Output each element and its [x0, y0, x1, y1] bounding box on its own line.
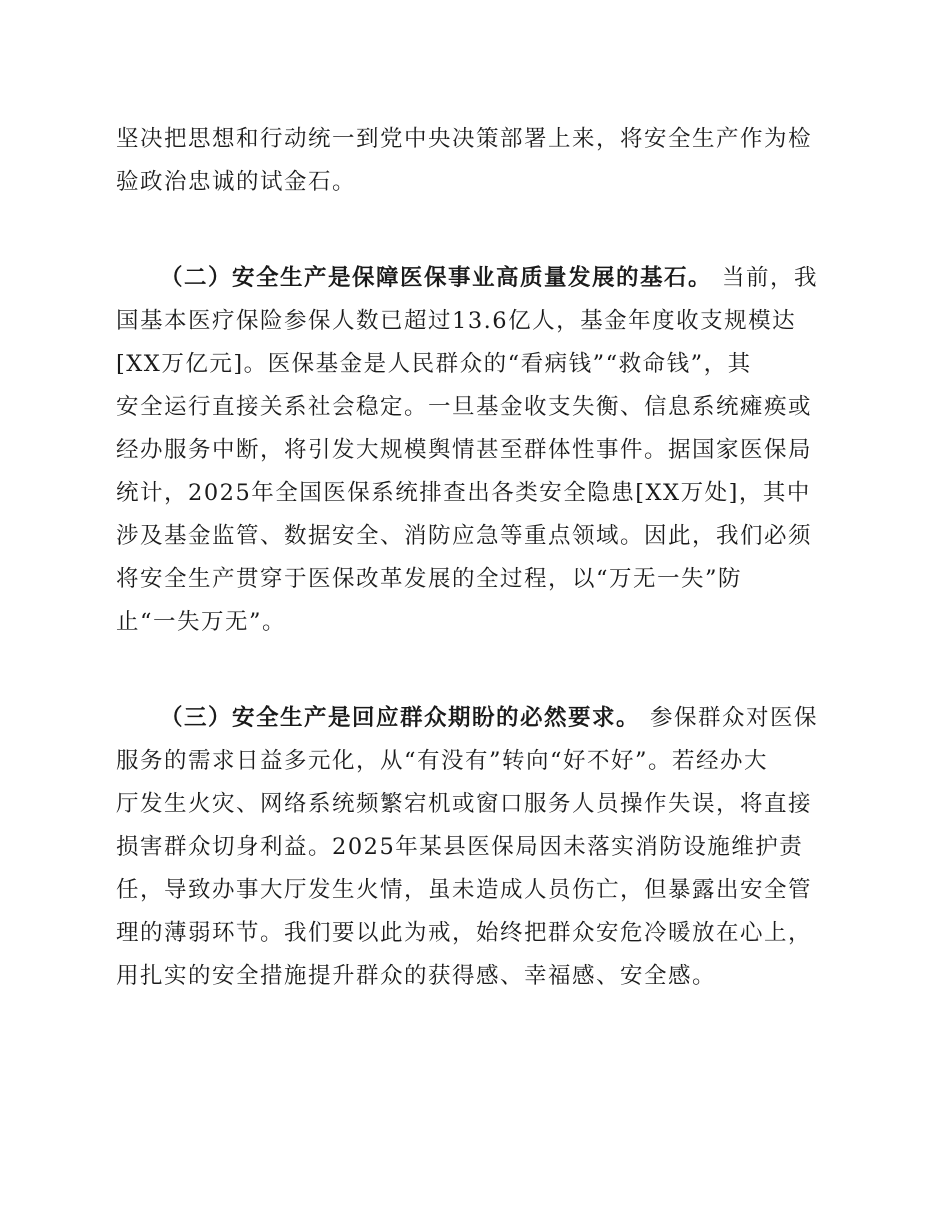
- para3-line: 任，导致办事大厅发生火情，虽未造成人员伤亡，但暴露出安全管: [116, 877, 813, 903]
- para2-line: 将安全生产贯穿于医保改革发展的全过程，以“万无一失”防: [116, 566, 743, 592]
- para3-first-line: [160, 702, 818, 734]
- para2-heading: （二）安全生产是保障医保事业高质量发展的基石。: [160, 265, 713, 291]
- para2-line: 止“一失万无”。: [116, 609, 287, 635]
- para2-line: 国基本医疗保险参保人数已超过13.6亿人，基金年度收支规模达: [116, 308, 797, 334]
- para1-line: 坚决把思想和行动统一到党中央决策部署上来，将安全生产作为检: [116, 126, 813, 152]
- para3-line: 服务的需求日益多元化，从“有没有”转向“好不好”。若经办大: [116, 748, 769, 774]
- para3-line: 理的薄弱环节。我们要以此为戒，始终把群众安危冷暖放在心上，: [116, 920, 813, 946]
- para3-first-line-rest: 参保群众对医保: [650, 705, 819, 731]
- para2-line: 经办服务中断，将引发大规模舆情甚至群体性事件。据国家医保局: [116, 437, 813, 463]
- para2-first-line-rest: 当前，我: [722, 265, 819, 291]
- para1-line: 验政治忠诚的试金石。: [116, 169, 357, 195]
- para2-line: 涉及基金监管、数据安全、消防应急等重点领域。因此，我们必须: [116, 523, 813, 549]
- para3-heading: （三）安全生产是回应群众期盼的必然要求。: [160, 705, 641, 731]
- para2-line: [XX万亿元]。医保基金是人民群众的“看病钱”“救命钱”，其: [116, 351, 752, 377]
- para3-line: 损害群众切身利益。2025年某县医保局因未落实消防设施维护责: [116, 834, 804, 860]
- para2-first-line: [160, 262, 818, 294]
- para2-line: 安全运行直接关系社会稳定。一旦基金收支失衡、信息系统瘫痪或: [116, 394, 813, 420]
- para3-line: 用扎实的安全措施提升群众的获得感、幸福感、安全感。: [116, 963, 717, 989]
- para3-line: 厅发生火灾、网络系统频繁宕机或窗口服务人员操作失误，将直接: [116, 791, 813, 817]
- para2-line: 统计，2025年全国医保系统排查出各类安全隐患[XX万处]，其中: [116, 480, 811, 506]
